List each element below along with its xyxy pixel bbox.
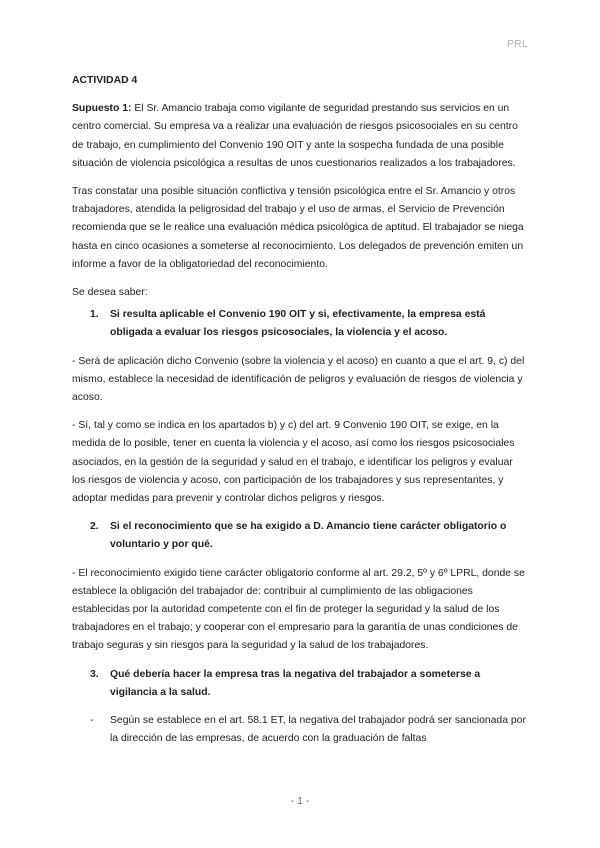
answer-2a: - El reconocimiento exigido tiene carácter obligatorio conforme al art. 29.2, 5º y 6º LPRL, donde se establece la obligación del trabajador de: contribuir al cumplimiento de las obligaciones establecidas por la autoridad competente con el fin de proteger la seguridad y la salud de los trabajadores en el trabajo; y cooperar con el empresario para la garantía de unas condiciones de trabajo seguras y sin riesgos para la seguridad y la salud de los trabajadores.: [72, 567, 525, 652]
answer-3-dash: -: [90, 715, 94, 727]
question-3-number: 3.: [90, 668, 99, 680]
case-intro-paragraph: [72, 100, 528, 173]
question-2-number: 2.: [90, 521, 99, 533]
case-label: Supuesto 1:: [72, 103, 132, 115]
document-body: [72, 72, 528, 749]
question-3-text: Qué debería hacer la empresa tras la negativa del trabajador a someterse a vigilancia a la salud.: [110, 668, 481, 698]
ask-heading: Se desea saber:: [72, 287, 148, 299]
answer-1b: - Sí, tal y como se indica en los apartados b) y c) del art. 9 Convenio 190 OIT, se exige, en la medida de lo posible, tener en cuenta la violencia y el acoso, así como los riesgos psicosociales asociados, en la gestión de la seguridad y salud en el trabajo, e identificar los peligros y evaluar los riesgos de violencia y acoso, con participación de los trabajadores y sus representantes, y adoptar medidas para prevenir y controlar dichos peligros y riesgos.: [72, 420, 515, 505]
page-number: - 1 -: [290, 795, 310, 807]
question-2: [72, 518, 528, 554]
question-1: [72, 306, 528, 342]
question-1-text: Si resulta aplicable el Convenio 190 OIT y si, efectivamente, la empresa está obligada a evaluar los riesgos psicosociales, la violencia y el acoso.: [110, 309, 486, 339]
question-3: [72, 666, 528, 702]
activity-title: ACTIVIDAD 4: [72, 75, 138, 86]
answer-3-list-item: [72, 712, 528, 748]
case-paragraph-2: Tras constatar una posible situación conflictiva y tensión psicológica entre el Sr. Amancio y otros trabajadores, atendida la peligrosidad del trabajo y el uso de armas, el Servicio de Prevención recomienda que se le realice una evaluación médica psicológica de aptitud. El trabajador se niega hasta en cinco ocasiones a someterse al reconocimiento. Los delegados de prevención emiten un informe a favor de la obligatoriedad del reconocimiento.: [72, 186, 524, 270]
case-intro-text: El Sr. Amancio trabaja como vigilante de seguridad prestando sus servicios en un centro comercial. Su empresa va a realizar una evaluación de riesgos psicosociales en su centro de trabajo, en cumplimiento del Convenio 190 OIT y ante la sospecha fundada de una posible situación de violencia psicológica a resultas de unos cuestionarios realizados a los trabajadores.: [72, 103, 518, 169]
page-header-tag: PRL: [506, 38, 528, 50]
question-2-text: Si el reconocimiento que se ha exigido a D. Amancio tiene carácter obligatorio o voluntario y por qué.: [110, 521, 507, 551]
answer-3-text: Según se establece en el art. 58.1 ET, la negativa del trabajador podrá ser sancionada por la dirección de las empresas, de acuerdo con la graduación de faltas: [110, 715, 526, 745]
question-1-number: 1.: [90, 309, 99, 321]
answer-1a: - Será de aplicación dicho Convenio (sobre la violencia y el acoso) en cuanto a que el art. 9, c) del mismo, establece la necesidad de identificación de peligros y evaluación de riesgos de violencia y acoso.: [72, 355, 525, 404]
